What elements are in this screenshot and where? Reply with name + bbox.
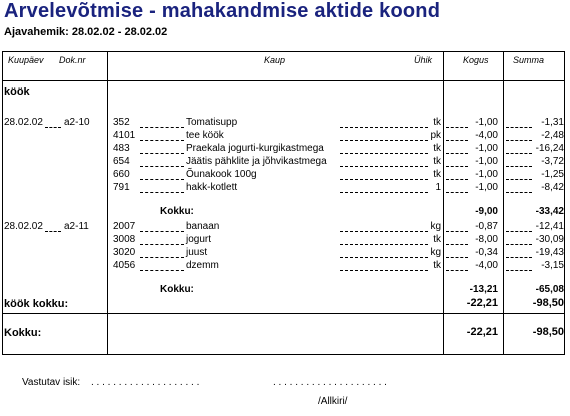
signature-line-1: . . . . . . . . . . . . . . . . . . . .	[91, 377, 200, 388]
leader-dots	[140, 140, 184, 141]
item-code: 660	[113, 169, 130, 180]
signature-caption: /Allkiri/	[318, 396, 348, 407]
leader-dots	[340, 270, 428, 271]
leader-dots	[340, 244, 428, 245]
leader-dots	[140, 153, 184, 154]
item-sum: -8,42	[541, 182, 564, 193]
leader-dots	[506, 166, 532, 167]
leader-dots	[140, 270, 184, 271]
leader-dots	[506, 153, 532, 154]
divider-qty-sum	[503, 51, 504, 355]
report-period: Ajavahemik: 28.02.02 - 28.02.02	[4, 26, 168, 38]
grand-total-sum: -98,50	[532, 326, 564, 338]
item-qty: -1,00	[475, 117, 498, 128]
item-name: jogurt	[186, 234, 212, 245]
report-table	[2, 51, 565, 355]
doc-number: a2-10	[64, 117, 90, 128]
item-sum: -19,43	[535, 247, 564, 258]
leader-dots	[140, 127, 184, 128]
leader-dots	[340, 179, 428, 180]
leader-dots	[340, 231, 428, 232]
item-sum: -12,41	[535, 221, 564, 232]
doc-total-qty: -9,00	[475, 206, 498, 217]
leader-dots	[45, 127, 61, 128]
leader-dots	[446, 179, 468, 180]
item-code: 654	[113, 156, 130, 167]
item-qty: -8,00	[475, 234, 498, 245]
item-name: Jäätis pähklite ja jõhvikastmega	[186, 156, 327, 167]
item-unit: pk	[430, 130, 441, 141]
item-code: 3020	[113, 247, 136, 258]
item-name: tee köök	[186, 130, 224, 141]
signature-line-2: . . . . . . . . . . . . . . . . . . . . .	[273, 377, 387, 388]
item-unit: tk	[433, 143, 441, 154]
leader-dots	[446, 127, 468, 128]
doc-total-sum: -65,08	[535, 284, 564, 295]
item-name: Praekala jogurti-kurgikastmega	[186, 143, 324, 154]
divider-date-goods	[107, 51, 108, 355]
item-code: 791	[113, 182, 130, 193]
item-sum: -1,25	[541, 169, 564, 180]
item-qty: -0,34	[475, 247, 498, 258]
item-code: 4101	[113, 130, 136, 141]
leader-dots	[506, 231, 532, 232]
item-unit: tk	[433, 117, 441, 128]
item-unit: tk	[433, 234, 441, 245]
leader-dots	[506, 244, 532, 245]
doc-date: 28.02.02	[4, 117, 43, 128]
leader-dots	[140, 257, 184, 258]
item-qty: -1,00	[475, 143, 498, 154]
leader-dots	[446, 192, 468, 193]
item-name: Õunakook 100g	[186, 169, 257, 180]
leader-dots	[140, 192, 184, 193]
divider-goods-qty	[443, 51, 444, 355]
item-sum: -2,48	[541, 130, 564, 141]
leader-dots	[446, 153, 468, 154]
item-unit: 1	[435, 182, 441, 193]
leader-dots	[340, 153, 428, 154]
leader-dots	[446, 257, 468, 258]
leader-dots	[506, 179, 532, 180]
item-code: 2007	[113, 221, 136, 232]
leader-dots	[506, 140, 532, 141]
col-header-date: Kuupäev	[8, 55, 44, 65]
leader-dots	[340, 192, 428, 193]
item-name: juust	[186, 247, 208, 258]
section-total-sum: -98,50	[532, 297, 564, 309]
col-header-qty: Kogus	[463, 55, 489, 65]
leader-dots	[446, 166, 468, 167]
leader-dots	[340, 166, 428, 167]
leader-dots	[446, 270, 468, 271]
item-sum: -16,24	[535, 143, 564, 154]
item-code: 4056	[113, 260, 136, 271]
item-name: banaan	[186, 221, 220, 232]
doc-total-label: Kokku:	[160, 206, 194, 217]
item-sum: -30,09	[535, 234, 564, 245]
item-code: 483	[113, 143, 130, 154]
item-unit: tk	[433, 260, 441, 271]
item-sum: -3,72	[541, 156, 564, 167]
doc-total-sum: -33,42	[535, 206, 564, 217]
leader-dots	[140, 231, 184, 232]
leader-dots	[506, 270, 532, 271]
grand-total-qty: -22,21	[466, 326, 498, 338]
item-name: hakk-kotlett	[186, 182, 238, 193]
report-title: Arvelevõtmise - mahakandmise aktide koond	[4, 0, 441, 22]
leader-dots	[506, 257, 532, 258]
section-total-label: köök kokku:	[4, 298, 69, 310]
section-total-qty: -22,21	[466, 297, 498, 309]
grand-total-label: Kokku:	[4, 327, 42, 339]
item-qty: -0,87	[475, 221, 498, 232]
leader-dots	[446, 244, 468, 245]
leader-dots	[140, 244, 184, 245]
responsible-person-label: Vastutav isik:	[22, 377, 81, 388]
leader-dots	[340, 140, 428, 141]
leader-dots	[45, 231, 61, 232]
item-sum: -3,15	[541, 260, 564, 271]
item-unit: tk	[433, 156, 441, 167]
grand-total-divider	[2, 313, 565, 314]
item-qty: -4,00	[475, 130, 498, 141]
item-unit: tk	[433, 169, 441, 180]
leader-dots	[340, 127, 428, 128]
header-divider	[2, 80, 565, 81]
leader-dots	[506, 192, 532, 193]
leader-dots	[340, 257, 428, 258]
item-code: 352	[113, 117, 130, 128]
item-qty: -1,00	[475, 169, 498, 180]
item-unit: kg	[430, 247, 441, 258]
leader-dots	[446, 231, 468, 232]
item-qty: -1,00	[475, 182, 498, 193]
doc-number: a2-11	[64, 221, 89, 232]
item-name: dzemm	[186, 260, 219, 271]
doc-date: 28.02.02	[4, 221, 43, 232]
item-unit: kg	[430, 221, 441, 232]
section-name: köök	[4, 86, 30, 98]
leader-dots	[506, 127, 532, 128]
doc-total-qty: -13,21	[469, 284, 498, 295]
item-name: Tomatisupp	[186, 117, 238, 128]
col-header-sum: Summa	[513, 55, 545, 65]
leader-dots	[140, 166, 184, 167]
item-sum: -1,31	[541, 117, 564, 128]
col-header-docnr: Dok.nr	[59, 55, 86, 65]
item-code: 3008	[113, 234, 136, 245]
leader-dots	[140, 179, 184, 180]
col-header-unit: Ühik	[414, 55, 433, 65]
item-qty: -4,00	[475, 260, 498, 271]
item-qty: -1,00	[475, 156, 498, 167]
doc-total-label: Kokku:	[160, 284, 194, 295]
col-header-goods: Kaup	[264, 55, 286, 65]
leader-dots	[446, 140, 468, 141]
